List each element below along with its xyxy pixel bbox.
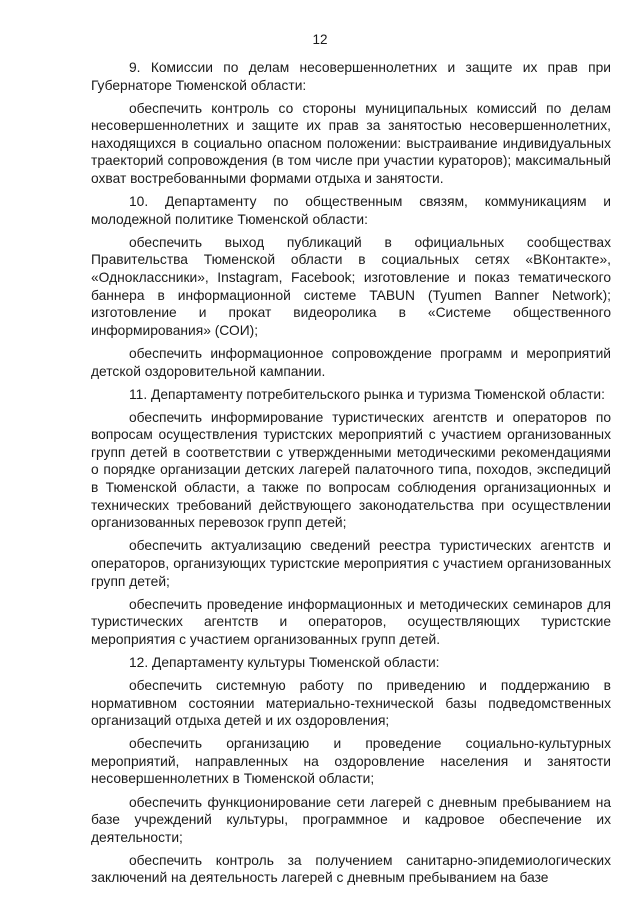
paragraph: обеспечить информационное сопровождение программ и мероприятий детской оздоровительной кампании. (91, 345, 611, 379)
document-body (91, 59, 611, 893)
paragraph-9-heading: 9. Комиссии по делам несовершеннолетних и защите их прав при Губернаторе Тюменской области: (91, 60, 611, 93)
paragraph-11-heading: 11. Департаменту потребительского рынка и туризма Тюменской области: (129, 386, 605, 402)
paragraph: обеспечить организацию и проведение социально-культурных мероприятий, направленных на оздоровление населения и занятости несовершеннолетних в Тюменской области; (91, 736, 611, 787)
paragraph: обеспечить проведение информационных и методических семинаров для туристических агентств и операторов, осуществляющих туристские мероприятия с участием организованных групп детей. (91, 596, 611, 647)
paragraph: обеспечить системную работу по приведению и поддержанию в нормативном состоянии материально-технической базы подведомственных организаций отдыха детей и их оздоровления; (91, 678, 611, 729)
paragraph: обеспечить контроль со стороны муниципальных комиссий по делам несовершеннолетних и защите их прав за занятостью несовершеннолетних, находящихся в социально опасном положении: выстраивание индивидуальных траекторий сопровождения (в том числе при участии кураторов); максимальный охват востребованными формами отдыха и занятости. (91, 100, 611, 187)
paragraph: обеспечить функционирование сети лагерей с дневным пребыванием на базе учреждений культуры, программное и кадровое обеспечение их деятельности; (91, 794, 611, 845)
paragraph-10-heading: 10. Департаменту по общественным связям, коммуникациям и молодежной политике Тюменской области: (91, 194, 611, 227)
paragraph: обеспечить актуализацию сведений реестра туристических агентств и операторов, организующих туристские мероприятия с участием организованных групп детей; (91, 538, 611, 589)
paragraph-12-heading: 12. Департаменту культуры Тюменской области: (129, 654, 440, 670)
paragraph: обеспечить информирование туристических агентств и операторов по вопросам осуществления туристских мероприятий с участием организованных групп детей в соответствии с утвержденными методическими рекомендациями о порядке организации детских лагерей палаточного типа, походов, экспедиций в Тюменской области, а также по вопросам соблюдения организационных и технических требований действующего законодательства при осуществлении организованных перевозок групп детей; (91, 409, 611, 531)
page-number: 12 (312, 32, 328, 47)
paragraph: обеспечить контроль за получением санитарно-эпидемиологических заключений на деятельность лагерей с дневным пребыванием на базе (91, 852, 611, 886)
paragraph: обеспечить выход публикаций в официальных сообществах Правительства Тюменской области в социальных сетях «ВКонтакте», «Одноклассники», Instagram, Facebook; изготовление и показ тематического баннера в информационной системе TABUN (Tyumen Banner Network); изготовление и прокат видеоролика в «Системе общественного информирования» (СОИ); (91, 234, 611, 338)
